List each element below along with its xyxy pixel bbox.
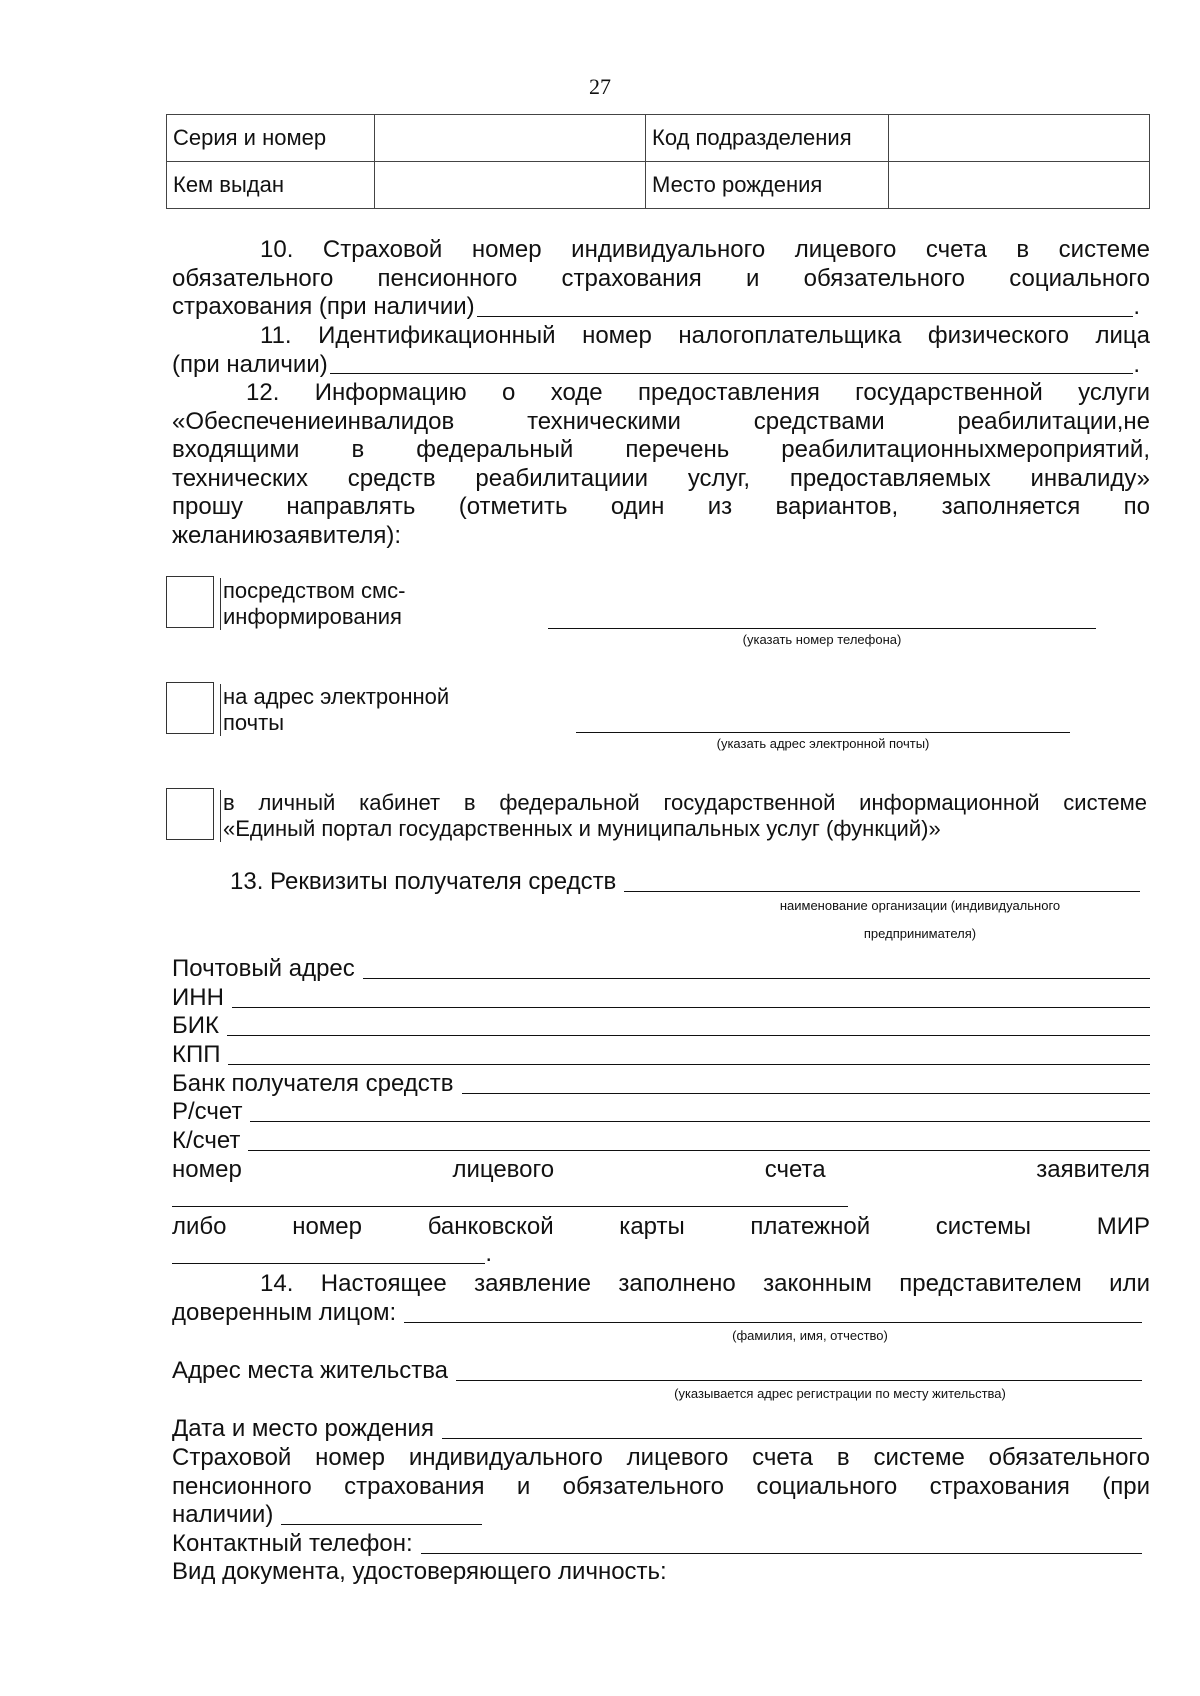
account-field[interactable] bbox=[172, 1206, 848, 1207]
card-word-7: МИР bbox=[1096, 1213, 1150, 1240]
address-label: Адрес места жительства bbox=[172, 1357, 449, 1384]
sms-label-line1: посредством смс- bbox=[223, 578, 406, 603]
rep-snils-row bbox=[172, 1501, 482, 1530]
item-14 bbox=[172, 1270, 1150, 1299]
postal-label: Почтовый адрес bbox=[172, 955, 355, 982]
ks-field[interactable] bbox=[248, 1130, 1150, 1151]
rep-snils-field[interactable] bbox=[281, 1504, 482, 1525]
sms-checkbox[interactable] bbox=[166, 576, 214, 628]
phone-field[interactable] bbox=[548, 628, 1096, 629]
bank-field[interactable] bbox=[462, 1073, 1150, 1094]
doc-row bbox=[172, 1558, 1150, 1587]
item-12-line6: желаниюзаявителя): bbox=[172, 521, 402, 549]
kpp-field[interactable] bbox=[228, 1044, 1150, 1065]
rs-row bbox=[172, 1098, 1150, 1127]
inn-field[interactable] bbox=[330, 353, 1134, 374]
item-11 bbox=[172, 322, 1150, 379]
bik-row bbox=[172, 1012, 1150, 1041]
rep-phone-field[interactable] bbox=[421, 1533, 1142, 1554]
portal-checkbox[interactable] bbox=[166, 788, 214, 840]
doc-label: Вид документа, удостоверяющего личность: bbox=[172, 1558, 667, 1585]
account-word-1: номер bbox=[172, 1156, 242, 1183]
birth-label: Дата и место рождения bbox=[172, 1415, 434, 1442]
portal-option-label bbox=[220, 790, 1147, 842]
item-12-line2: «Обеспечениеинвалидов техническими средствами реабилитации,не bbox=[172, 407, 1150, 435]
card-field[interactable] bbox=[172, 1243, 485, 1264]
issued-label: Кем выдан bbox=[167, 162, 375, 209]
inn-row bbox=[172, 984, 1150, 1013]
sms-option-label bbox=[220, 578, 405, 630]
card-field-row bbox=[172, 1240, 492, 1269]
account-row bbox=[172, 1156, 1150, 1185]
card-word-4: карты bbox=[619, 1213, 685, 1240]
birth-row bbox=[172, 1415, 1142, 1444]
card-word-3: банковской bbox=[427, 1213, 554, 1240]
kpp-label: КПП bbox=[172, 1041, 221, 1068]
address-field[interactable] bbox=[456, 1360, 1142, 1381]
phone-hint: (указать номер телефона) bbox=[742, 632, 902, 647]
birthplace-value[interactable] bbox=[889, 162, 1150, 209]
bank-label: Банк получателя средств bbox=[172, 1070, 454, 1097]
code-label: Код подразделения bbox=[646, 115, 889, 162]
rep-snils-line1: Страховой номер индивидуального лицевого счета в системе обязательного bbox=[172, 1444, 1150, 1471]
kpp-row bbox=[172, 1041, 1150, 1070]
passport-table bbox=[166, 114, 1150, 209]
account-word-3: счета bbox=[764, 1156, 826, 1183]
address-row bbox=[172, 1357, 1142, 1386]
account-word-4: заявителя bbox=[1036, 1156, 1150, 1183]
card-word-6: системы bbox=[935, 1213, 1032, 1240]
account-word-2: лицевого bbox=[452, 1156, 555, 1183]
email-field[interactable] bbox=[576, 732, 1070, 733]
bik-label: БИК bbox=[172, 1012, 219, 1039]
rep-snils-line2: пенсионного страхования и обязательного социального страхования (при bbox=[172, 1472, 1150, 1500]
email-checkbox[interactable] bbox=[166, 682, 214, 734]
recipient-inn-field[interactable] bbox=[232, 987, 1150, 1008]
email-hint: (указать адрес электронной почты) bbox=[716, 736, 930, 751]
representative-field[interactable] bbox=[404, 1302, 1142, 1323]
representative-label: доверенным лицом: bbox=[172, 1299, 397, 1326]
rs-label: Р/счет bbox=[172, 1098, 243, 1125]
recipient-hint-line2: предпринимателя) bbox=[863, 926, 977, 941]
representative-row bbox=[172, 1299, 1142, 1328]
item-10-label: страхования (при наличии) bbox=[172, 293, 475, 321]
phone-label: Контактный телефон: bbox=[172, 1530, 413, 1557]
item-10-end: . bbox=[1133, 293, 1140, 321]
item-12 bbox=[172, 379, 1150, 551]
email-label-line2: почты bbox=[223, 710, 285, 735]
rs-field[interactable] bbox=[250, 1101, 1150, 1122]
birthplace-label: Место рождения bbox=[646, 162, 889, 209]
series-value[interactable] bbox=[375, 115, 646, 162]
email-option-label bbox=[220, 684, 449, 736]
birth-field[interactable] bbox=[442, 1418, 1142, 1439]
issued-value[interactable] bbox=[375, 162, 646, 209]
card-row bbox=[172, 1213, 1150, 1242]
item-12-line3: входящими в федеральный перечень реабилитационныхмероприятий, bbox=[172, 436, 1150, 464]
item-11-end: . bbox=[1133, 350, 1140, 378]
item-13 bbox=[230, 868, 1140, 897]
item-10 bbox=[172, 236, 1150, 322]
recipient-name-field[interactable] bbox=[624, 871, 1140, 892]
item-12-line4: технических средств реабилитациии услуг, предоставляемых инвалиду» bbox=[172, 464, 1150, 492]
ks-row bbox=[172, 1127, 1150, 1156]
address-hint: (указывается адрес регистрации по месту жительства) bbox=[674, 1386, 1006, 1401]
card-end: . bbox=[485, 1240, 492, 1267]
ks-label: К/счет bbox=[172, 1127, 241, 1154]
rep-snils bbox=[172, 1444, 1150, 1501]
card-word-1: либо bbox=[172, 1213, 227, 1240]
rep-snils-label: наличии) bbox=[172, 1501, 274, 1528]
phone-row bbox=[172, 1530, 1142, 1559]
card-word-2: номер bbox=[292, 1213, 362, 1240]
item-10-line1: 10. Страховой номер индивидуального лицевого счета в системе bbox=[260, 236, 1150, 263]
postal-field[interactable] bbox=[363, 958, 1150, 979]
item-14-line1: 14. Настоящее заявление заполнено законным представителем или bbox=[260, 1270, 1150, 1297]
email-label-line1: на адрес электронной bbox=[223, 684, 450, 709]
item-10-line2: обязательного пенсионного страхования и обязательного социального bbox=[172, 264, 1150, 292]
item-13-label: 13. Реквизиты получателя средств bbox=[230, 868, 617, 895]
portal-label-line1: в личный кабинет в федеральной государственной информационной системе bbox=[223, 790, 1147, 815]
bik-field[interactable] bbox=[227, 1015, 1150, 1036]
inn-label: ИНН bbox=[172, 984, 224, 1011]
page-number: 27 bbox=[589, 74, 611, 99]
portal-label-line2: «Единый портал государственных и муниципальных услуг (функций)» bbox=[223, 816, 941, 841]
fio-hint: (фамилия, имя, отчество) bbox=[732, 1328, 888, 1343]
sms-label-line2: информирования bbox=[223, 604, 402, 629]
card-word-5: платежной bbox=[750, 1213, 871, 1240]
bank-row bbox=[172, 1070, 1150, 1099]
item-11-label: (при наличии) bbox=[172, 350, 328, 378]
item-12-line1: 12. Информацию о ходе предоставления государственной услуги bbox=[246, 379, 1150, 406]
recipient-hint-line1: наименование организации (индивидуального bbox=[779, 898, 1061, 913]
postal-row bbox=[172, 955, 1150, 984]
series-label: Серия и номер bbox=[167, 115, 375, 162]
item-11-line1: 11. Идентификационный номер налогоплательщика физического лица bbox=[260, 322, 1150, 349]
item-12-line5: прошу направлять (отметить один из вариантов, заполняется по bbox=[172, 493, 1150, 521]
code-value[interactable] bbox=[889, 115, 1150, 162]
snils-field[interactable] bbox=[477, 296, 1134, 317]
